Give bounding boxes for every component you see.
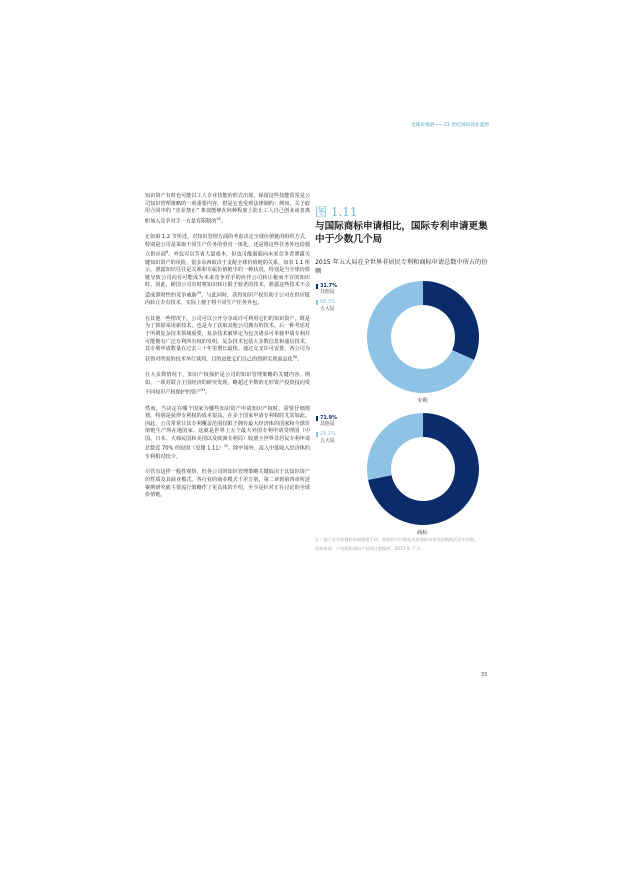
footnote-ref[interactable]: 30 [292, 354, 298, 359]
legend-label: 其他局 [320, 421, 335, 428]
legend-patent [316, 283, 337, 312]
paragraph-4: 在大多数情况下，知识产权保护是公司的知识管理策略的关键内容。例如，一项对联合王国经济的研究发现，略超过半数的无形资产投资投向受不同知识产权保护的资产$^{31}$。 [145, 372, 310, 396]
legend-item-top5 [316, 299, 337, 311]
body-text-column [145, 193, 310, 508]
figure-source: 资料来源：产权组织知识产权统计数据库，2017 年 7 月。 [315, 546, 425, 552]
legend-value: 28.1% [320, 431, 336, 438]
donut-slice-other [423, 281, 479, 360]
donut-chart-patent [365, 279, 481, 395]
legend-swatch-dark [316, 416, 318, 421]
legend-label: 五大局 [320, 437, 335, 444]
legend-value: 71.9% [320, 415, 337, 421]
figure-notes [315, 537, 490, 556]
legend-label: 五大局 [320, 305, 335, 312]
footnote-ref[interactable]: 31 [201, 388, 206, 393]
legend-swatch-light [316, 432, 318, 437]
footnote-ref[interactable]: 29 [196, 290, 202, 295]
running-header: 全球价值链——21 世纪国际商业蓝图 [410, 123, 489, 128]
chart-title-patent: 专利 [417, 398, 428, 404]
page-number: 33 [481, 673, 488, 678]
legend-swatch-dark [316, 284, 318, 289]
paragraph-6: 尽管有这样一般性观察，但各公司的知识管理策略关键取决于其知识资产的性质及其商业模式。各行业的商业模式千差万别，第二章到第四章所述案例研究就主要流行策略作了更具体的介绍，至少是针对正在讨论的全球价值链。 [145, 469, 310, 499]
legend-trademark [316, 415, 337, 444]
chart-title-trademark: 商标 [417, 530, 428, 536]
paragraph-3: 在其他一些情况下，公司可以公开分享或许可利用它们的知识资产，既是为了鼓励采用新技术，也是为了获取其他公司拥有的技术。后一种考虑对于所谓复杂技术领域重要，复杂技术被界定为包含诸多可单独申请专利并可能拥有广泛专利所有权的发明。复杂技术包括大多数信息和通信技术，其专利申请数量在过去三十年里增长最快。通过交叉许可安排，各公司为获得对所需的技术举行谈判，目的是使它们自己的创新实现商品化$^{30}$。 [145, 315, 310, 363]
legend-item-other [316, 415, 337, 427]
legend-swatch-light [316, 300, 318, 305]
paragraph-2: 正如第 1.2 节所述，对知识管理方面的考虑决定全球价值链的组织方式，特别是公司是采取不同生产任务的垂直一体化，还是将这些任务外包给独立供应商$^6$。外包可以节省大量成本，但也可能面临向未来竞争者泄露关键知识资产的风险。很多东西取决于支配全球价值链的关系，如表 1.1 所示。泄露知识往往是关系和专属价值链中的一种状况，特别是当全球价值链导致公司向有可能成为未来竞争对手的伙伴公司转让秘而不宣的知识时。因此，跨国公司有时将知识转让限于较老的技术，泄露这些技术不会造成即时性的竞争威胁$^{29}$。与此同时，获得知识产权有助于公司在供应链内转让专有技术，实际上便于将不同生产任务外包。 [145, 234, 310, 307]
legend-item-top5 [316, 431, 337, 443]
legend-value: 68.3% [320, 299, 336, 306]
paragraph-5: 然而，当决定在哪个国家为哪些知识资产申请知识产权时，需要仔细规划，特别是获得专利权的成本很高。在多个国家申请专利权时尤其如此。因此，公司常常让其专利覆盖范围仅限于拥有最大经济体的国家和全球价值链生产所在地国家。这就是世界上五个最大外国专利申请受理国（中国、日本、大韩民国和美国以及欧洲专利局）收到全世界非居民专利申请总数近 70% 的原因（见图 1.11）$^{32}$。除中国外，流入中低收入经济体的专利相对较少。 [145, 405, 310, 460]
figure-label: 图 1.11 [315, 205, 358, 219]
footnote-ref[interactable]: 28 [216, 216, 221, 221]
figure-subtitle: 2015 年五大局在全世界非居民专利和商标申请总数中所占的份额 [315, 259, 488, 275]
donut-slice-top5 [367, 413, 423, 480]
paragraph-1: 知识资产有时也可能以工人专业技能的形式出现。保留这些技能常常是公司知识管理策略的一项重要内容。但是它也受到法律制约：例如，关于雇用合同中的 “竞业禁止” 条款能够在何种程度上防止工人自己创业或者离职加入竞争对手一方是有限制的$^{28}$。 [145, 193, 310, 225]
footnote-ref[interactable]: 32 [223, 444, 229, 449]
figure-note: 注：鉴于全世界商标申请制度不同，商标的可比数据采用商标申请类别数据而非申请数。 [315, 537, 479, 542]
legend-label: 其他局 [320, 289, 335, 296]
legend-value: 31.7% [320, 283, 337, 289]
donut-chart-trademark [365, 411, 481, 527]
legend-item-other [316, 283, 337, 295]
footnote-ref[interactable]: 6 [166, 250, 169, 255]
figure-title: 与国际商标申请相比，国际专利申请更集中于少数几个局 [315, 221, 488, 245]
